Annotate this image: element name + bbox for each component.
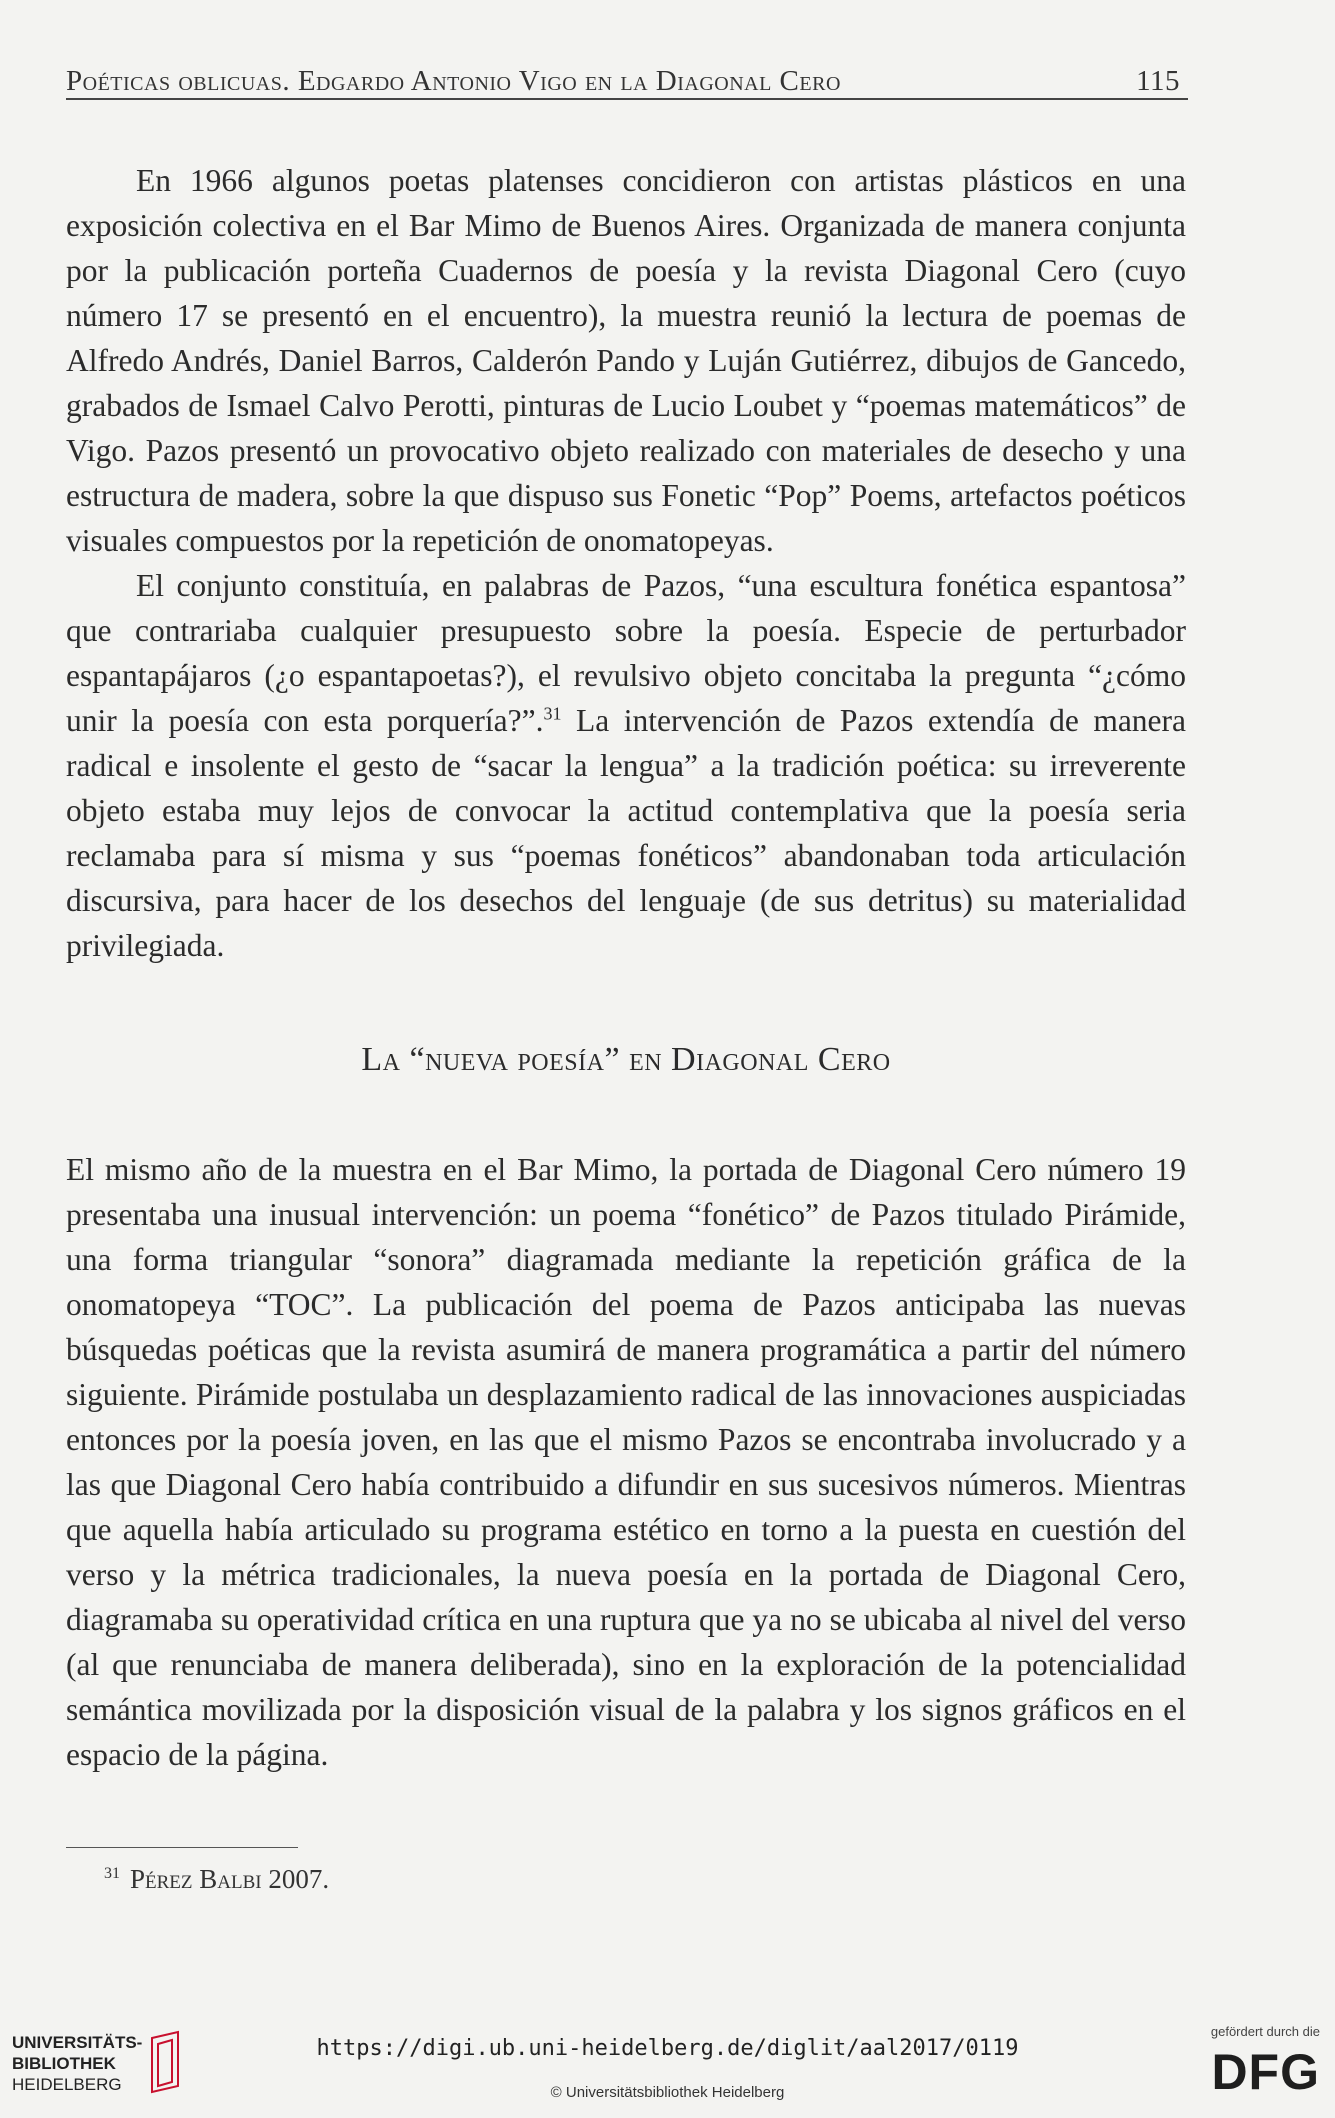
funder-name: DFG [1211,2044,1320,2100]
library-name-line-2: BIBLIOTHEK [12,2053,116,2073]
copyright-notice: © Universitätsbibliothek Heidelberg [550,2084,785,2101]
library-name-line-3: HEIDELBERG [12,2074,122,2094]
footnote [104,1864,329,1895]
page-number: 115 [1136,65,1180,97]
library-name-line-1: UNIVERSITÄTS- [12,2032,143,2052]
paragraph-2 [66,563,1186,968]
paragraph-2-continued: La intervención de Pazos extendía de manera radical e insolente el gesto de “sacar la lengua” a la tradición poética: su irreverente objeto estaba muy lejos de convocar la actitud contemplativa que la poesía seria reclamaba para sí misma y sus “poemas fonéticos” abandonaban toda articulación discursiva, para hacer de los desechos del lenguaje (de sus detritus) su materialidad privilegiada. [66,703,1187,963]
body-text [66,158,1186,1777]
paragraph-2-text: El conjunto constituía, en palabras de Pazos, “una escultura fonética espantosa” que contrariaba cualquier presupuesto sobre la poesía. Especie de perturbador espantapájaros (¿o espantapoetas?), el revulsivo objeto concitaba la pregunta “¿cómo unir la poesía con esta porquería?”. [66,568,1186,738]
source-url[interactable]: https://digi.ub.uni-heidelberg.de/diglit/aal2017/0119 [316,2036,1019,2061]
running-header [66,58,1188,100]
footnote-reference[interactable]: 31 [543,703,562,724]
running-title: Poéticas oblicuas. Edgardo Antonio Vigo en la Diagonal Cero [66,65,841,97]
funder-logo[interactable] [1170,2024,1320,2101]
footnote-number: 31 [104,1865,120,1882]
funder-note: gefördert durch die [1210,2024,1320,2039]
footnote-separator [66,1847,298,1848]
paragraph-1: En 1966 algunos poetas platenses concidieron con artistas plásticos en una exposición colectiva en el Bar Mimo de Buenos Aires. Organizada de manera conjunta por la publicación porteña Cuadernos de poesía y la revista Diagonal Cero (cuyo número 17 se presentó en el encuentro), la muestra reunió la lectura de poemas de Alfredo Andrés, Daniel Barros, Calderón Pando y Luján Gutiérrez, dibujos de Gancedo, grabados de Ismael Calvo Perotti, pinturas de Lucio Loubet y “poemas matemáticos” de Vigo. Pazos presentó un provocativo objeto realizado con materiales de desecho y una estructura de madera, sobre la que dispuso sus Fonetic “Pop” Poems, artefactos poéticos visuales compuestos por la repetición de onomatopeyas. [66,163,1186,558]
footnote-year: 2007. [268,1864,330,1894]
footnote-author: Pérez Balbi [130,1864,262,1894]
paragraph-3: El mismo año de la muestra en el Bar Mimo, la portada de Diagonal Cero número 19 presentaba una inusual intervención: un poema “fonético” de Pazos titulado Pirámide, una forma triangular “sonora” diagramada mediante la repetición gráfica de la onomatopeya “TOC”. La publicación del poema de Pazos anticipaba las nuevas búsquedas poéticas que la revista asumirá de manera programática a partir del número siguiente. Pirámide postulaba un desplazamiento radical de las innovaciones auspiciadas entonces por la poesía joven, en las que el mismo Pazos se encontraba involucrado y a las que Diagonal Cero había contribuido a difundir en sus sucesivos números. Mientras que aquella había articulado su programa estético en torno a la puesta en cuestión del verso y la métrica tradicionales, la nueva poesía en la portada de Diagonal Cero, diagramaba su operatividad crítica en una ruptura que ya no se ubicaba al nivel del verso (al que renunciaba de manera deliberada), sino en la exploración de la potencialidad semántica movilizada por la disposición visual de la palabra y los signos gráficos en el espacio de la página. [66,1152,1186,1772]
section-heading: La “nueva poesía” en Diagonal Cero [361,1041,891,1078]
